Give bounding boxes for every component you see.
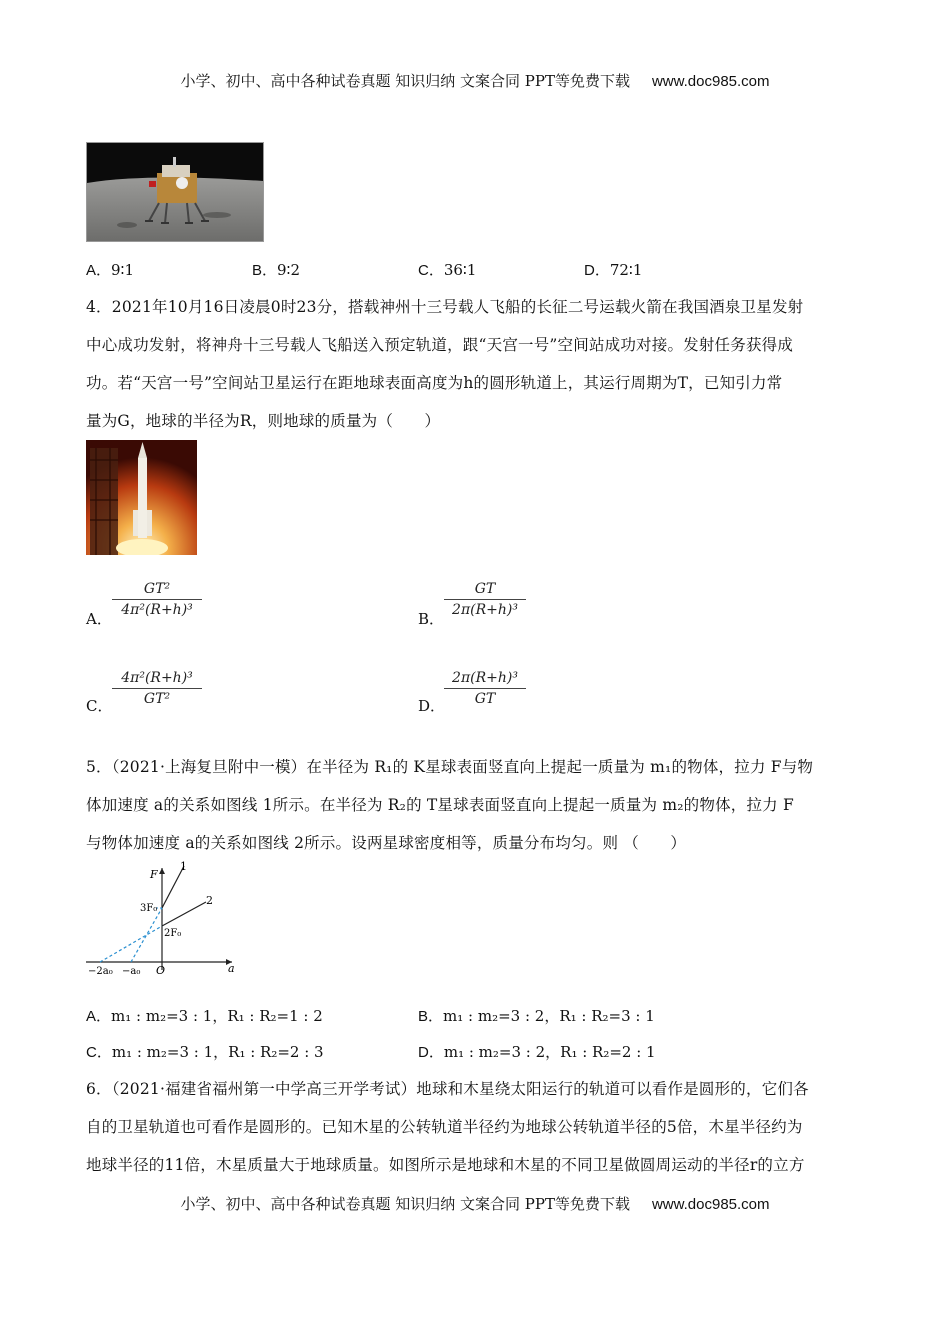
q4-option-a-label[interactable]: A． bbox=[86, 610, 112, 628]
q4-option-c-label[interactable]: C． bbox=[86, 697, 113, 715]
graph-line-2 bbox=[162, 902, 206, 926]
q4-option-d-fraction[interactable]: 2π(R+h)³ GT bbox=[444, 670, 526, 707]
y-axis-arrow-icon bbox=[159, 868, 165, 874]
q4-option-b-label[interactable]: B． bbox=[418, 610, 445, 628]
q5-option-b[interactable]: B．m₁ : m₂=3 : 2，R₁ : R₂=3 : 1 bbox=[418, 1007, 655, 1025]
x-tick-2a0: −2a₀ bbox=[88, 966, 113, 977]
q5-option-d[interactable]: D．m₁ : m₂=3 : 2，R₁ : R₂=2 : 1 bbox=[418, 1043, 656, 1061]
q4-line-2: 中心成功发射，将神舟十三号载人飞船送入预定轨道，跟“天宫一号”空间站成功对接。发射任务获得成 bbox=[86, 336, 794, 354]
q6-line-1: 6．（2021·福建省福州第一中学高三开学考试）地球和木星绕太阳运行的轨道可以看作是圆形的，它们各 bbox=[86, 1080, 809, 1098]
footer-site: www.doc985.com bbox=[651, 1196, 770, 1213]
page-footer bbox=[0, 1193, 950, 1214]
q3-option-d[interactable]: D．72∶1 bbox=[584, 261, 643, 279]
q3-option-b[interactable]: B．9∶2 bbox=[252, 261, 301, 279]
q3-option-a[interactable]: A．9∶1 bbox=[86, 261, 135, 279]
q5-line-1: 5．（2021·上海复旦附中一模）在半径为 R₁的 K星球表面竖直向上提起一质量为 m₁的物体，拉力 F与物 bbox=[86, 758, 814, 776]
line-2-extension bbox=[100, 926, 162, 962]
footer-text: 小学、初中、高中各种试卷真题 知识归纳 文案合同 PPT等免费下载 bbox=[180, 1195, 630, 1213]
q6-line-3: 地球半径的11倍，木星质量大于地球质量。如图所示是地球和木星的不同卫星做圆周运动的半径r的立方 bbox=[86, 1156, 805, 1174]
x-tick-a0: −a₀ bbox=[122, 966, 141, 977]
header-site: www.doc985.com bbox=[651, 73, 770, 90]
q5-line-3: 与物体加速度 a的关系如图线 2所示。设两星球密度相等，质量分布均匀。则 （ ） bbox=[86, 834, 687, 852]
q4-option-c-fraction[interactable]: 4π²(R+h)³ GT² bbox=[112, 670, 202, 707]
y-tick-2f0: 2F₀ bbox=[164, 928, 182, 939]
q4-line-1: 4．2021年10月16日凌晨0时23分，搭载神州十三号载人飞船的长征二号运载火箭在我国酒泉卫星发射 bbox=[86, 298, 804, 316]
line-1-extension bbox=[131, 908, 162, 962]
line-1-label: 1 bbox=[180, 860, 187, 873]
y-axis-label: F bbox=[150, 868, 158, 881]
q5-option-a[interactable]: A．m₁ : m₂=3 : 1，R₁ : R₂=1 : 2 bbox=[86, 1007, 323, 1025]
q5-option-c[interactable]: C．m₁ : m₂=3 : 1，R₁ : R₂=2 : 3 bbox=[86, 1043, 324, 1061]
q5-line-2: 体加速度 a的关系如图线 1所示。在半径为 R₂的 T星球表面竖直向上提起一质量为 m₂的物体，拉力 F bbox=[86, 796, 794, 814]
y-tick-3f0: 3F₀ bbox=[140, 903, 158, 914]
q4-line-4: 量为G，地球的半径为R，则地球的质量为（ ） bbox=[86, 412, 441, 430]
q4-line-3: 功。若“天宫一号”空间站卫星运行在距地球表面高度为h的圆形轨道上，其运行周期为T，已知引力常 bbox=[86, 374, 783, 392]
lunar-lander-photo bbox=[86, 142, 264, 242]
line-2-label: 2 bbox=[206, 894, 213, 907]
page-header bbox=[0, 70, 950, 91]
q5-force-graph bbox=[84, 858, 244, 978]
q3-option-c[interactable]: C．36∶1 bbox=[418, 261, 477, 279]
rocket-launch-photo bbox=[86, 440, 197, 555]
x-axis-label: a bbox=[228, 962, 235, 975]
q4-option-d-label[interactable]: D． bbox=[418, 697, 446, 715]
origin-label: O bbox=[156, 964, 166, 977]
header-text: 小学、初中、高中各种试卷真题 知识归纳 文案合同 PPT等免费下载 bbox=[180, 72, 630, 90]
q4-option-b-fraction[interactable]: GT 2π(R+h)³ bbox=[444, 581, 526, 618]
q6-line-2: 自的卫星轨道也可看作是圆形的。已知木星的公转轨道半径约为地球公转轨道半径的5倍，木星半径约为 bbox=[86, 1118, 803, 1136]
q4-option-a-fraction[interactable]: GT² 4π²(R+h)³ bbox=[112, 581, 202, 618]
